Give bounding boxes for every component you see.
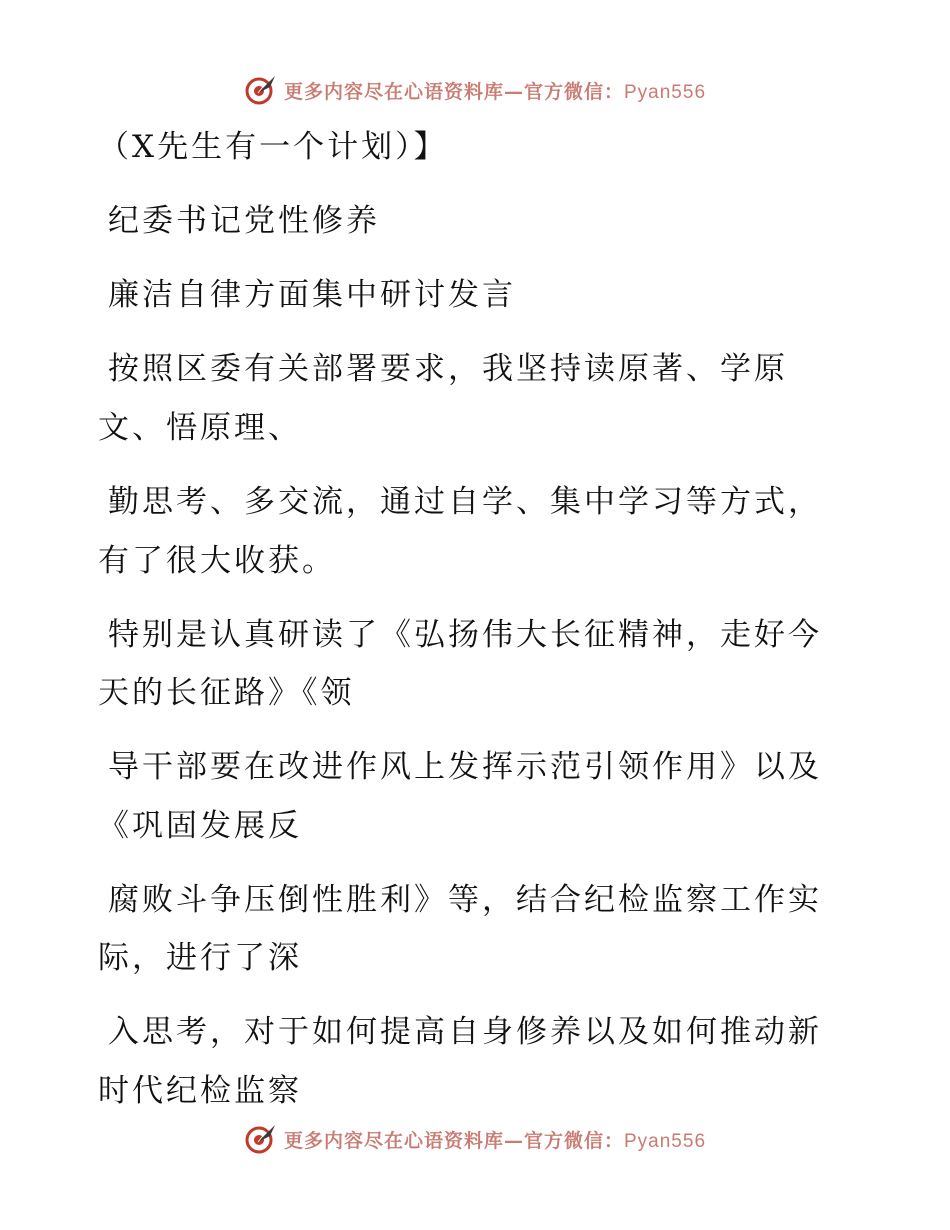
text-line-8: 特别是认真研读了《弘扬伟大长征精神，走好今 — [108, 617, 822, 653]
text-line-4: 按照区委有关部署要求，我坚持读原著、学原 — [108, 351, 788, 387]
watermark-text — [284, 77, 706, 104]
text-line-14: 入思考，对于如何提高自身修养以及如何推动新 — [108, 1014, 822, 1050]
text-line-11: 《巩固发展反 — [98, 808, 302, 844]
quill-seal-icon — [244, 1122, 278, 1156]
text-line-1: （X先生有一个计划）】 — [98, 129, 448, 165]
watermark-cn-text: 更多内容尽在心语资料库—官方微信： — [283, 80, 624, 103]
text-line-15: 时代纪检监察 — [98, 1073, 302, 1109]
footer-watermark — [0, 1119, 950, 1159]
text-line-3: 廉洁自律方面集中研讨发言 — [108, 277, 516, 313]
text-line-7: 有了很大收获。 — [98, 543, 336, 579]
text-line-5: 文、悟原理、 — [98, 410, 302, 446]
text-line-6: 勤思考、多交流，通过自学、集中学习等方式， — [108, 484, 822, 520]
text-line-12: 腐败斗争压倒性胜利》等，结合纪检监察工作实 — [108, 882, 822, 918]
watermark-cn-text: 更多内容尽在心语资料库—官方微信： — [283, 1129, 624, 1152]
quill-seal-icon — [244, 73, 278, 107]
watermark-text — [284, 1126, 706, 1153]
header-watermark — [0, 70, 950, 110]
watermark-wechat-id: Pyan556 — [624, 1130, 707, 1152]
watermark-wechat-id: Pyan556 — [624, 81, 707, 103]
text-line-10: 导干部要在改进作风上发挥示范引领作用》以及 — [108, 749, 822, 785]
text-line-2: 纪委书记党性修养 — [108, 203, 380, 239]
text-line-13: 际，进行了深 — [98, 940, 302, 976]
text-line-9: 天的长征路》《领 — [98, 675, 355, 711]
